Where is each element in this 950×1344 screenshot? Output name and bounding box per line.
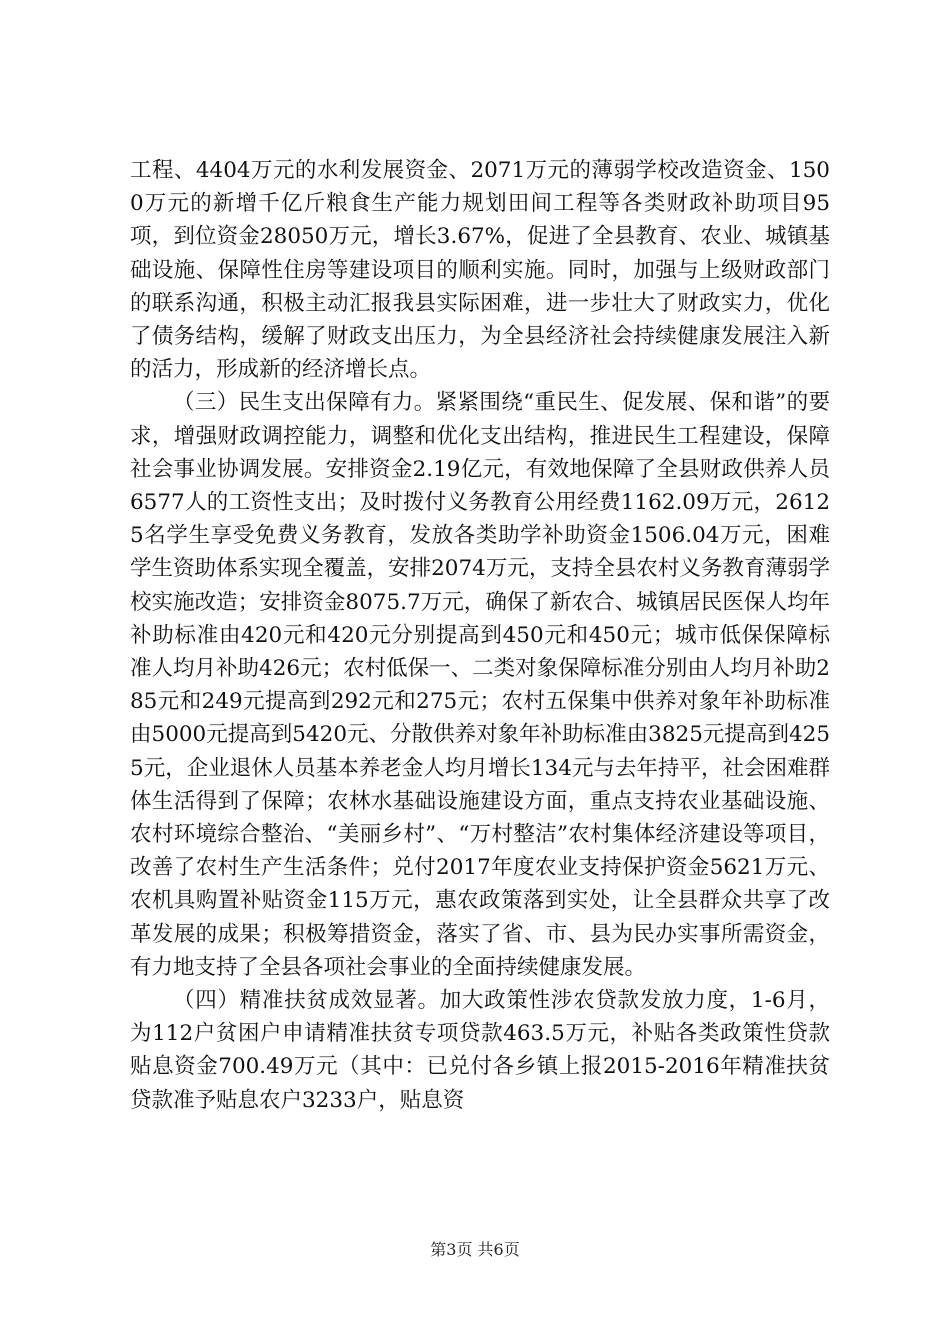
paragraph-poverty-alleviation: （四）精准扶贫成效显著。加大政策性涉农贷款发放力度，1-6月，为112户贫困户申请精准扶贫专项贷款463.5万元，补贴各类政策性贷款贴息资金700.49万元（其中：已兑付各乡镇上报2015-2016年精准扶贫贷款准予贴息农户3233户，贴息资 — [130, 988, 830, 1113]
page-number-footer: 第3页 共6页 — [430, 1240, 520, 1259]
paragraph-funding-projects: 工程、4404万元的水利发展资金、2071万元的薄弱学校改造资金、1500万元的新增千亿斤粮食生产能力规划田间工程等各类财政补助项目95项，到位资金28050万元，增长3.67%，促进了全县教育、农业、城镇基础设施、保障性住房等建设项目的顺利实施。同时，加强与上级财政部门的联系沟通，积极主动汇报我县实际困难，进一步壮大了财政实力，优化了债务结构，缓解了财政支出压力，为全县经济社会持续健康发展注入新的活力，形成新的经济增长点。 — [130, 158, 830, 383]
paragraph-livelihood-spending: （三）民生支出保障有力。紧紧围绕“重民生、促发展、保和谐”的要求，增强财政调控能力，调整和优化支出结构，推进民生工程建设，保障社会事业协调发展。安排资金2.19亿元，有效地保障了全县财政供养人员6577人的工资性支出；及时拨付义务教育公用经费1162.09万元，26125名学生享受免费义务教育，发放各类助学补助资金1506.04万元，困难学生资助体系实现全覆盖，安排2074万元，支持全县农村义务教育薄弱学校实施改造；安排资金8075.7万元，确保了新农合、城镇居民医保人均年补助标准由420元和420元分别提高到450元和450元；城市低保保障标准人均月补助426元；农村低保一、二类对象保障标准分别由人均月补助285元和249元提高到292元和275元；农村五保集中供养对象年补助标准由5000元提高到5420元、分散供养对象年补助标准由3825元提高到4255元，企业退休人员基本养老金人均月增长134元与去年持平，社会困难群体生活得到了保障；农林水基础设施建设方面，重点支持农业基础设施、农村环境综合整治、“美丽乡村”、“万村整洁”农村集体经济建设等项目，改善了农村生产生活条件；兑付2017年度农业支持保护资金5621万元、农机具购置补贴资金115万元，惠农政策落到实处，让全县群众共享了改革发展的成果；积极筹措资金，落实了省、市、县为民办实事所需资金，有力地支持了全县各项社会事业的全面持续健康发展。 — [130, 390, 830, 980]
document-body — [130, 154, 830, 1117]
